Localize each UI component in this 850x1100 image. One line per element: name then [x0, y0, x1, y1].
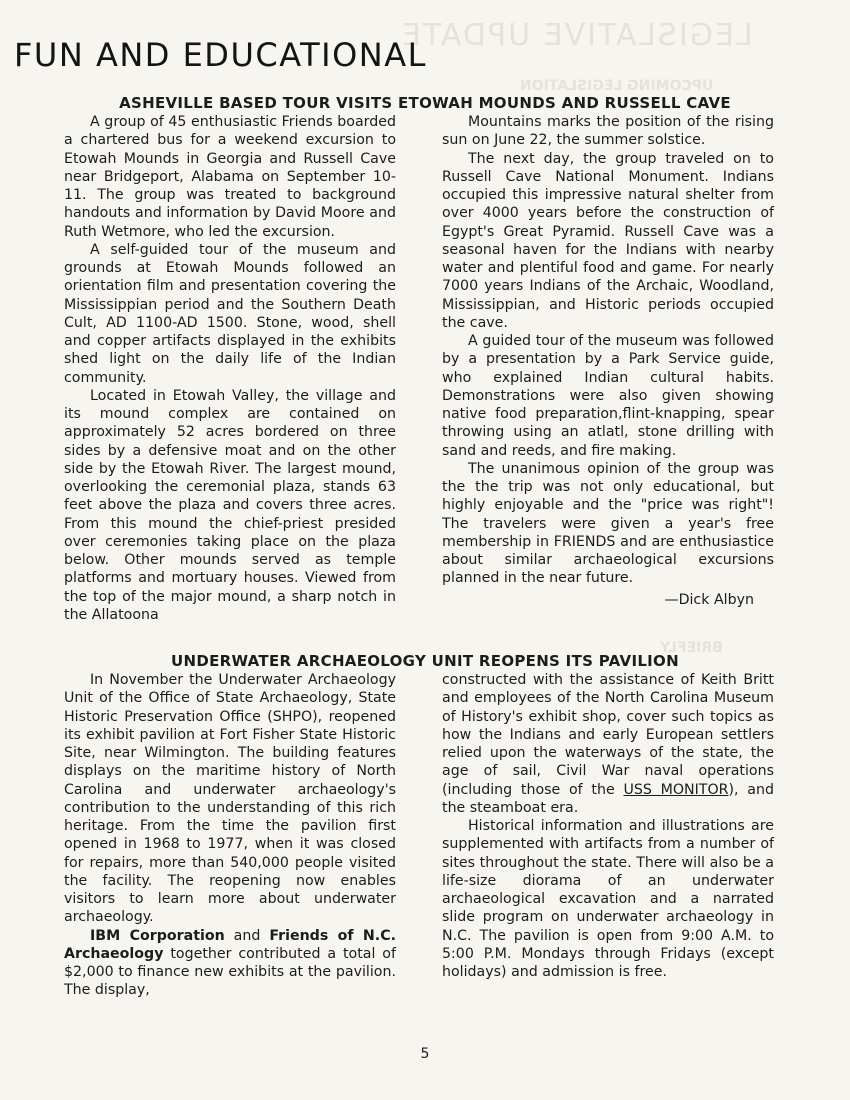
paragraph: The unanimous opinion of the group was the the trip was not only educational, but highly enjoyable and the "price was right"! The travelers were given a year's free membership in FRIENDS and are enthusiastice about similar archaeological excursions planned in the near future. — [442, 460, 774, 587]
article-headline: ASHEVILLE BASED TOUR VISITS ETOWAH MOUNDS AND RUSSELL CAVE — [119, 94, 731, 112]
sponsor-name: Friends of N.C. Archaeology — [64, 927, 396, 962]
paragraph: A group of 45 enthusiastic Friends boarded a chartered bus for a weekend excursion to Etowah Mounds in Georgia and Russell Cave near Bridgeport, Alabama on September 10-11. The group was treated to background handouts and information by David Moore and Ruth Wetmore, who led the excursion. — [64, 114, 396, 240]
sponsor-name: IBM Corporation — [90, 927, 225, 944]
paragraph: Located in Etowah Valley, the village and its mound complex are contained on approximately 52 acres bordered on three sides by a defensive moat and on the other side by the Etowah River. The largest mound, overlooking the ceremonial plaza, stands 63 feet above the plaza and covers three acres. From this mound the chief-priest presided over ceremonies taking place on the plaza below. Other mounds served as temple platforms and mortuary houses. Viewed from the top of the major mound, a sharp notch in the Allatoona — [64, 387, 396, 623]
ship-name: USS MONITOR — [623, 781, 729, 798]
bleed-through-subhead: BRIEFLY — [660, 640, 723, 656]
paragraph-text: constructed with the assistance of Keith Britt and employees of the North Carolina Museum of History's exhibit shop, cover such topics as how the Indians and early European settlers relied upon the waterways of the state, the age of sail, Civil War naval operations (including those of the — [442, 672, 774, 798]
paragraph: Mountains marks the position of the rising sun on June 22, the summer solstice. — [442, 114, 774, 149]
article-column — [64, 671, 396, 1000]
paragraph: Historical information and illustrations are supplemented with artifacts from a number of sites throughout the state. There will also be a life-size diorama of an underwater archaeological excavation and a narrated slide program on underwater archaeology in N.C. The pavilion is open from 9:00 A.M. to 5:00 P.M. Mondays through Fridays (except holidays) and admission is free. — [442, 818, 774, 980]
article-column — [442, 671, 774, 981]
conjunction: and — [233, 927, 261, 944]
article-headline: UNDERWATER ARCHAEOLOGY UNIT REOPENS ITS PAVILION — [171, 652, 679, 670]
bleed-through-subhead: UPCOMING LEGISLATION — [520, 78, 714, 94]
author-signature: —Dick Albyn — [664, 591, 754, 608]
paragraph: In November the Underwater Archaeology Unit of the Office of State Archaeology, State Historic Preservation Office (SHPO), reopened its exhibit pavilion at Fort Fisher State Historic Site, near Wilmington. The building features displays on the maritime history of North Carolina and underwater archaeology's contribution to the understanding of this rich heritage. From the time the pavilion first opened in 1968 to 1977, when it was closed for repairs, more than 540,000 people visited the facility. The reopening now enables visitors to learn more about underwater archaeology. — [64, 672, 396, 926]
article-column — [442, 113, 774, 609]
page-number: 5 — [420, 1046, 430, 1062]
paragraph-text: together contributed a total of $2,000 to finance new exhibits at the pavilion. The display, — [64, 945, 396, 999]
paragraph: A self-guided tour of the museum and grounds at Etowah Mounds followed an orientation film and presentation covering the Mississippian period and the Southern Death Cult, AD 1100-AD 1500. Stone, wood, shell and copper artifacts displayed in the exhibits shed light on the daily life of the Indian community. — [64, 241, 396, 386]
paragraph-text: ), and the steamboat era. — [442, 781, 774, 816]
article-column — [64, 113, 396, 624]
paragraph: A guided tour of the museum was followed by a presentation by a Park Service guide, who explained Indian cultural habits. Demonstrations were also given showing native food preparation,flint-knapping, spear throwing using an atlatl, stone drilling with sand and reeds, and fire making. — [442, 333, 774, 459]
paragraph: The next day, the group traveled on to Russell Cave National Monument. Indians occupied this impressive natural shelter from over 4000 years before the construction of Egypt's Great Pyramid. Russell Cave was a seasonal haven for the Indians with nearby water and plentiful food and game. For nearly 7000 years Indians of the Archaic, Woodland, Mississippian, and Historic periods occupied the cave. — [442, 150, 774, 331]
section-title: FUN AND EDUCATIONAL — [14, 36, 427, 74]
paragraph — [64, 927, 396, 1000]
bleed-through-title: LEGISLATIVE UPDATE — [400, 18, 753, 53]
paragraph — [442, 671, 774, 817]
